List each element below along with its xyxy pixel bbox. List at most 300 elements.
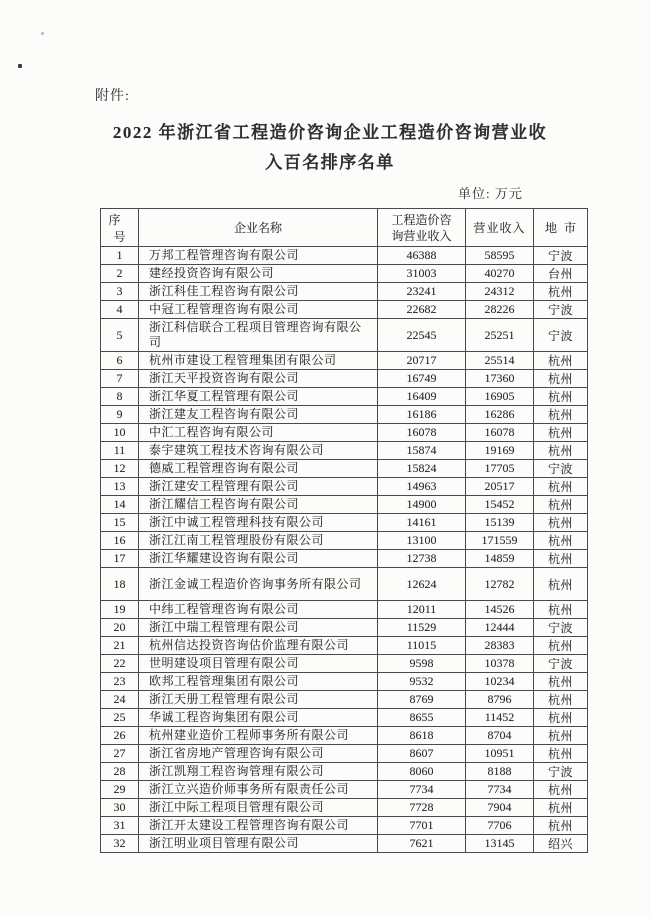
cell-revenue xyxy=(466,496,534,514)
cell-city xyxy=(534,265,588,283)
cell-consult-text: 15824 xyxy=(406,461,437,475)
cell-company xyxy=(139,283,378,301)
table-row xyxy=(101,763,588,781)
cell-revenue-text: 8188 xyxy=(487,764,512,778)
cell-revenue-text: 11452 xyxy=(484,710,515,724)
table-row xyxy=(101,745,588,763)
cell-rank-text: 29 xyxy=(113,782,126,796)
cell-revenue xyxy=(466,709,534,727)
cell-company xyxy=(139,817,378,835)
cell-rank-text: 20 xyxy=(113,620,126,634)
cell-company-text: 浙江耀信工程咨询有限公司 xyxy=(149,497,300,512)
cell-consult xyxy=(378,655,466,673)
header-city-label: 地市 xyxy=(544,221,583,235)
cell-revenue xyxy=(466,637,534,655)
cell-company xyxy=(139,619,378,637)
cell-revenue xyxy=(466,283,534,301)
cell-revenue xyxy=(466,442,534,460)
cell-revenue-text: 8704 xyxy=(487,728,512,742)
cell-rank-text: 10 xyxy=(113,425,126,439)
cell-rank-text: 18 xyxy=(113,576,126,591)
cell-city xyxy=(534,745,588,763)
table-row xyxy=(101,781,588,799)
cell-company xyxy=(139,709,378,727)
cell-rank xyxy=(101,637,139,655)
cell-company xyxy=(139,460,378,478)
cell-revenue-text: 25251 xyxy=(484,327,515,342)
cell-company xyxy=(139,370,378,388)
cell-company xyxy=(139,550,378,568)
cell-city-text: 杭州 xyxy=(547,534,573,548)
cell-company-text: 杭州市建设工程管理集团有限公司 xyxy=(149,353,337,368)
cell-company-text: 世明建设项目管理有限公司 xyxy=(149,656,300,671)
cell-revenue-text: 15139 xyxy=(484,515,515,529)
cell-consult xyxy=(378,727,466,745)
cell-revenue xyxy=(466,406,534,424)
cell-company xyxy=(139,514,378,532)
cell-company xyxy=(139,406,378,424)
cell-city-text: 杭州 xyxy=(547,711,573,725)
cell-city-text: 杭州 xyxy=(547,747,573,761)
cell-company xyxy=(139,301,378,319)
cell-company xyxy=(139,727,378,745)
cell-city xyxy=(534,352,588,370)
cell-city xyxy=(534,709,588,727)
cell-city-text: 绍兴 xyxy=(547,837,573,851)
cell-consult-text: 7621 xyxy=(409,836,434,850)
cell-revenue xyxy=(466,619,534,637)
cell-rank-text: 12 xyxy=(113,461,126,475)
cell-revenue xyxy=(466,352,534,370)
table-row xyxy=(101,727,588,745)
document-title xyxy=(0,118,650,178)
cell-city-text: 杭州 xyxy=(547,285,573,299)
cell-revenue-text: 19169 xyxy=(484,443,515,457)
cell-city-text: 宁波 xyxy=(547,328,573,343)
cell-consult-text: 20717 xyxy=(406,353,437,367)
cell-city-text: 宁波 xyxy=(547,657,573,671)
cell-revenue xyxy=(466,655,534,673)
cell-revenue-text: 14859 xyxy=(484,551,515,565)
cell-rank-text: 17 xyxy=(113,551,126,565)
table-row xyxy=(101,460,588,478)
cell-rank-text: 31 xyxy=(113,818,126,832)
cell-company xyxy=(139,424,378,442)
cell-company xyxy=(139,601,378,619)
cell-revenue-text: 8796 xyxy=(487,692,512,706)
table-row xyxy=(101,370,588,388)
cell-revenue xyxy=(466,763,534,781)
cell-city-text: 宁波 xyxy=(547,249,573,263)
cell-consult xyxy=(378,424,466,442)
table-row xyxy=(101,319,588,352)
cell-company xyxy=(139,247,378,265)
cell-revenue-text: 16078 xyxy=(484,425,515,439)
table-row xyxy=(101,265,588,283)
cell-city-text: 杭州 xyxy=(547,498,573,512)
header-company xyxy=(139,209,378,247)
cell-revenue-text: 40270 xyxy=(484,266,515,280)
cell-consult-text: 46388 xyxy=(406,248,437,262)
cell-consult-text: 16409 xyxy=(406,389,437,403)
cell-revenue xyxy=(466,319,534,352)
cell-city xyxy=(534,388,588,406)
cell-consult-text: 31003 xyxy=(406,266,437,280)
cell-city xyxy=(534,799,588,817)
cell-city-text: 杭州 xyxy=(547,408,573,422)
cell-city-text: 杭州 xyxy=(547,390,573,404)
cell-city-text: 杭州 xyxy=(547,801,573,815)
cell-rank xyxy=(101,691,139,709)
cell-company xyxy=(139,496,378,514)
cell-city-text: 杭州 xyxy=(547,675,573,689)
cell-company-text: 浙江金诚工程造价咨询事务所有限公司 xyxy=(149,576,362,591)
cell-rank xyxy=(101,763,139,781)
header-rank-label: 序号 xyxy=(108,212,136,244)
cell-company-text: 泰宇建筑工程技术咨询有限公司 xyxy=(149,443,325,458)
cell-city xyxy=(534,637,588,655)
cell-rank-text: 15 xyxy=(113,515,126,529)
cell-company xyxy=(139,691,378,709)
cell-city-text: 杭州 xyxy=(547,480,573,494)
cell-consult-text: 7701 xyxy=(409,818,434,832)
cell-city-text: 宁波 xyxy=(547,621,573,635)
cell-city-text: 杭州 xyxy=(547,426,573,440)
table-row xyxy=(101,637,588,655)
cell-company-text: 建经投资咨询有限公司 xyxy=(149,266,275,281)
table-row xyxy=(101,550,588,568)
cell-company xyxy=(139,637,378,655)
attachment-label: 附件: xyxy=(95,89,130,104)
cell-consult-text: 22545 xyxy=(406,327,437,342)
cell-rank-text: 28 xyxy=(113,764,126,778)
header-rank xyxy=(101,209,139,247)
cell-city xyxy=(534,655,588,673)
cell-city xyxy=(534,727,588,745)
cell-city-text: 宁波 xyxy=(547,765,573,779)
cell-revenue xyxy=(466,781,534,799)
cell-revenue-text: 12782 xyxy=(484,576,515,591)
document-title-line1: 2022 年浙江省工程造价咨询企业工程造价咨询营业收 xyxy=(112,123,548,142)
cell-city xyxy=(534,532,588,550)
cell-revenue xyxy=(466,817,534,835)
cell-revenue xyxy=(466,550,534,568)
cell-city xyxy=(534,763,588,781)
cell-company-text: 浙江中际工程项目管理有限公司 xyxy=(149,800,325,815)
cell-city-text: 杭州 xyxy=(547,516,573,530)
cell-city xyxy=(534,781,588,799)
table-row xyxy=(101,388,588,406)
cell-city-text: 杭州 xyxy=(547,819,573,833)
cell-rank xyxy=(101,619,139,637)
cell-company-text: 浙江开太建设工程管理咨询有限公司 xyxy=(149,818,350,833)
cell-rank-text: 21 xyxy=(113,638,126,652)
cell-revenue xyxy=(466,727,534,745)
cell-rank xyxy=(101,460,139,478)
cell-company xyxy=(139,568,378,601)
document-title-line2: 入百名排序名单 xyxy=(265,153,395,172)
cell-city-text: 杭州 xyxy=(547,783,573,797)
cell-rank xyxy=(101,709,139,727)
cell-rank xyxy=(101,655,139,673)
cell-rank-text: 13 xyxy=(113,479,126,493)
cell-rank-text: 23 xyxy=(113,674,126,688)
cell-consult xyxy=(378,691,466,709)
cell-revenue-text: 28383 xyxy=(484,638,515,652)
cell-consult-text: 8607 xyxy=(409,746,434,760)
cell-consult xyxy=(378,550,466,568)
cell-revenue-text: 14526 xyxy=(484,602,515,616)
cell-rank xyxy=(101,532,139,550)
table-row xyxy=(101,283,588,301)
cell-rank xyxy=(101,352,139,370)
cell-rank xyxy=(101,388,139,406)
cell-rank-text: 8 xyxy=(116,389,123,403)
cell-revenue xyxy=(466,799,534,817)
table-row xyxy=(101,247,588,265)
cell-revenue xyxy=(466,601,534,619)
cell-company-text: 万邦工程管理咨询有限公司 xyxy=(149,248,300,263)
cell-consult xyxy=(378,247,466,265)
cell-rank xyxy=(101,283,139,301)
cell-revenue-text: 16905 xyxy=(484,389,515,403)
cell-company xyxy=(139,763,378,781)
cell-rank-text: 30 xyxy=(113,800,126,814)
cell-consult xyxy=(378,283,466,301)
cell-city-text: 杭州 xyxy=(547,354,573,368)
table-row xyxy=(101,514,588,532)
cell-consult xyxy=(378,319,466,352)
cell-company-text: 欧邦工程管理集团有限公司 xyxy=(149,674,300,689)
cell-consult xyxy=(378,619,466,637)
cell-consult-text: 7734 xyxy=(409,782,434,796)
cell-consult-text: 11015 xyxy=(406,638,437,652)
cell-consult xyxy=(378,568,466,601)
cell-rank xyxy=(101,550,139,568)
cell-rank xyxy=(101,799,139,817)
cell-revenue xyxy=(466,835,534,853)
cell-rank xyxy=(101,781,139,799)
cell-revenue xyxy=(466,532,534,550)
cell-consult-text: 9598 xyxy=(409,656,434,670)
table-row xyxy=(101,835,588,853)
cell-rank xyxy=(101,247,139,265)
table-row xyxy=(101,478,588,496)
cell-rank xyxy=(101,265,139,283)
cell-rank-text: 9 xyxy=(116,407,123,421)
cell-consult xyxy=(378,301,466,319)
cell-consult-text: 16749 xyxy=(406,371,437,385)
cell-revenue xyxy=(466,745,534,763)
table-row xyxy=(101,568,588,601)
cell-rank-text: 22 xyxy=(113,656,126,670)
cell-company-text: 浙江中瑞工程管理有限公司 xyxy=(149,620,300,635)
cell-company-text: 德威工程管理咨询有限公司 xyxy=(149,461,300,476)
cell-city-text: 宁波 xyxy=(547,303,573,317)
cell-rank-text: 3 xyxy=(116,284,123,298)
cell-city-text: 宁波 xyxy=(547,462,573,476)
cell-city xyxy=(534,691,588,709)
header-consult-revenue-label: 工程造价咨询营业收入 xyxy=(391,212,452,243)
cell-consult-text: 16186 xyxy=(406,407,437,421)
cell-rank-text: 1 xyxy=(116,248,123,262)
cell-company xyxy=(139,352,378,370)
cell-consult-text: 12738 xyxy=(406,551,437,565)
table-row xyxy=(101,817,588,835)
cell-consult xyxy=(378,388,466,406)
table-row xyxy=(101,496,588,514)
cell-consult-text: 14161 xyxy=(406,515,437,529)
cell-revenue-text: 7904 xyxy=(487,800,512,814)
cell-revenue-text: 171559 xyxy=(481,533,518,547)
cell-company xyxy=(139,655,378,673)
cell-city-text: 杭州 xyxy=(547,693,573,707)
scan-artifact-dot xyxy=(41,32,44,35)
table-row xyxy=(101,691,588,709)
cell-rank xyxy=(101,442,139,460)
cell-company xyxy=(139,478,378,496)
cell-consult xyxy=(378,460,466,478)
cell-rank xyxy=(101,514,139,532)
cell-company-text: 杭州建业造价工程师事务所有限公司 xyxy=(149,728,350,743)
cell-company xyxy=(139,835,378,853)
cell-revenue-text: 17705 xyxy=(484,461,515,475)
cell-company-text: 浙江建安工程管理有限公司 xyxy=(149,479,300,494)
cell-consult xyxy=(378,781,466,799)
cell-consult xyxy=(378,442,466,460)
cell-revenue xyxy=(466,673,534,691)
cell-city xyxy=(534,370,588,388)
cell-company xyxy=(139,265,378,283)
cell-company xyxy=(139,532,378,550)
cell-rank-text: 27 xyxy=(113,746,126,760)
table-row xyxy=(101,619,588,637)
cell-city xyxy=(534,247,588,265)
cell-city xyxy=(534,514,588,532)
cell-consult-text: 11529 xyxy=(406,620,437,634)
cell-rank-text: 7 xyxy=(116,371,123,385)
table-row xyxy=(101,799,588,817)
cell-revenue xyxy=(466,568,534,601)
table-row xyxy=(101,301,588,319)
cell-consult xyxy=(378,370,466,388)
cell-consult-text: 16078 xyxy=(406,425,437,439)
cell-rank-text: 4 xyxy=(116,302,123,316)
cell-consult xyxy=(378,478,466,496)
cell-city xyxy=(534,568,588,601)
cell-city-text: 杭州 xyxy=(547,577,573,592)
cell-revenue xyxy=(466,424,534,442)
cell-company-text: 浙江华耀建设咨询有限公司 xyxy=(149,551,300,566)
cell-company-text: 浙江江南工程管理股份有限公司 xyxy=(149,533,325,548)
cell-company-text: 浙江明业项目管理有限公司 xyxy=(149,836,300,851)
cell-rank xyxy=(101,496,139,514)
cell-consult xyxy=(378,352,466,370)
cell-consult xyxy=(378,601,466,619)
cell-consult xyxy=(378,709,466,727)
table-row xyxy=(101,424,588,442)
cell-revenue xyxy=(466,460,534,478)
cell-revenue-text: 20517 xyxy=(484,479,515,493)
cell-rank xyxy=(101,319,139,352)
cell-rank-text: 11 xyxy=(113,443,126,457)
cell-revenue xyxy=(466,247,534,265)
cell-rank xyxy=(101,601,139,619)
table-row xyxy=(101,352,588,370)
cell-revenue xyxy=(466,265,534,283)
cell-city xyxy=(534,283,588,301)
cell-company xyxy=(139,319,378,352)
cell-consult-text: 7728 xyxy=(409,800,434,814)
header-revenue xyxy=(466,209,534,247)
cell-company-text: 中冠工程管理咨询有限公司 xyxy=(149,302,300,317)
cell-city xyxy=(534,301,588,319)
cell-consult xyxy=(378,637,466,655)
cell-consult-text: 12624 xyxy=(406,576,437,591)
cell-rank-text: 24 xyxy=(113,692,126,706)
cell-rank xyxy=(101,301,139,319)
cell-rank xyxy=(101,745,139,763)
table-row xyxy=(101,655,588,673)
cell-company-text: 浙江建友工程咨询有限公司 xyxy=(149,407,300,422)
cell-consult-text: 12011 xyxy=(406,602,437,616)
cell-consult xyxy=(378,496,466,514)
cell-city-text: 台州 xyxy=(547,267,573,281)
cell-company-text: 浙江中诚工程管理科技有限公司 xyxy=(149,515,325,530)
cell-company-text: 浙江天册工程管理有限公司 xyxy=(149,692,300,707)
table-row xyxy=(101,601,588,619)
cell-consult xyxy=(378,406,466,424)
cell-revenue-text: 58595 xyxy=(484,248,515,262)
cell-consult xyxy=(378,514,466,532)
table-row xyxy=(101,442,588,460)
cell-revenue-text: 15452 xyxy=(484,497,515,511)
cell-consult-text: 8618 xyxy=(409,728,434,742)
cell-rank xyxy=(101,406,139,424)
cell-rank xyxy=(101,370,139,388)
cell-revenue-text: 12444 xyxy=(484,620,515,634)
cell-revenue xyxy=(466,370,534,388)
cell-revenue-text: 10234 xyxy=(484,674,515,688)
cell-consult-text: 15874 xyxy=(406,443,437,457)
cell-company-text: 浙江天平投资咨询有限公司 xyxy=(149,371,300,386)
cell-city xyxy=(534,817,588,835)
cell-consult-text: 23241 xyxy=(406,284,437,298)
cell-revenue-text: 24312 xyxy=(484,284,515,298)
cell-city-text: 杭州 xyxy=(547,729,573,743)
cell-rank-text: 25 xyxy=(113,710,126,724)
table-row xyxy=(101,673,588,691)
cell-city xyxy=(534,619,588,637)
cell-company-text: 中汇工程咨询有限公司 xyxy=(149,425,275,440)
cell-revenue-text: 16286 xyxy=(484,407,515,421)
cell-consult xyxy=(378,817,466,835)
cell-city xyxy=(534,442,588,460)
cell-city xyxy=(534,406,588,424)
cell-company-text: 中纬工程管理咨询有限公司 xyxy=(149,602,300,617)
cell-city xyxy=(534,673,588,691)
cell-company-text: 杭州信达投资咨询估价监理有限公司 xyxy=(149,638,350,653)
cell-city xyxy=(534,601,588,619)
cell-rank xyxy=(101,817,139,835)
cell-consult-text: 8655 xyxy=(409,710,434,724)
cell-rank-text: 5 xyxy=(116,327,123,342)
cell-consult-text: 9532 xyxy=(409,674,434,688)
table-header xyxy=(101,209,588,247)
table-row xyxy=(101,406,588,424)
cell-rank-text: 19 xyxy=(113,602,126,616)
cell-consult xyxy=(378,799,466,817)
